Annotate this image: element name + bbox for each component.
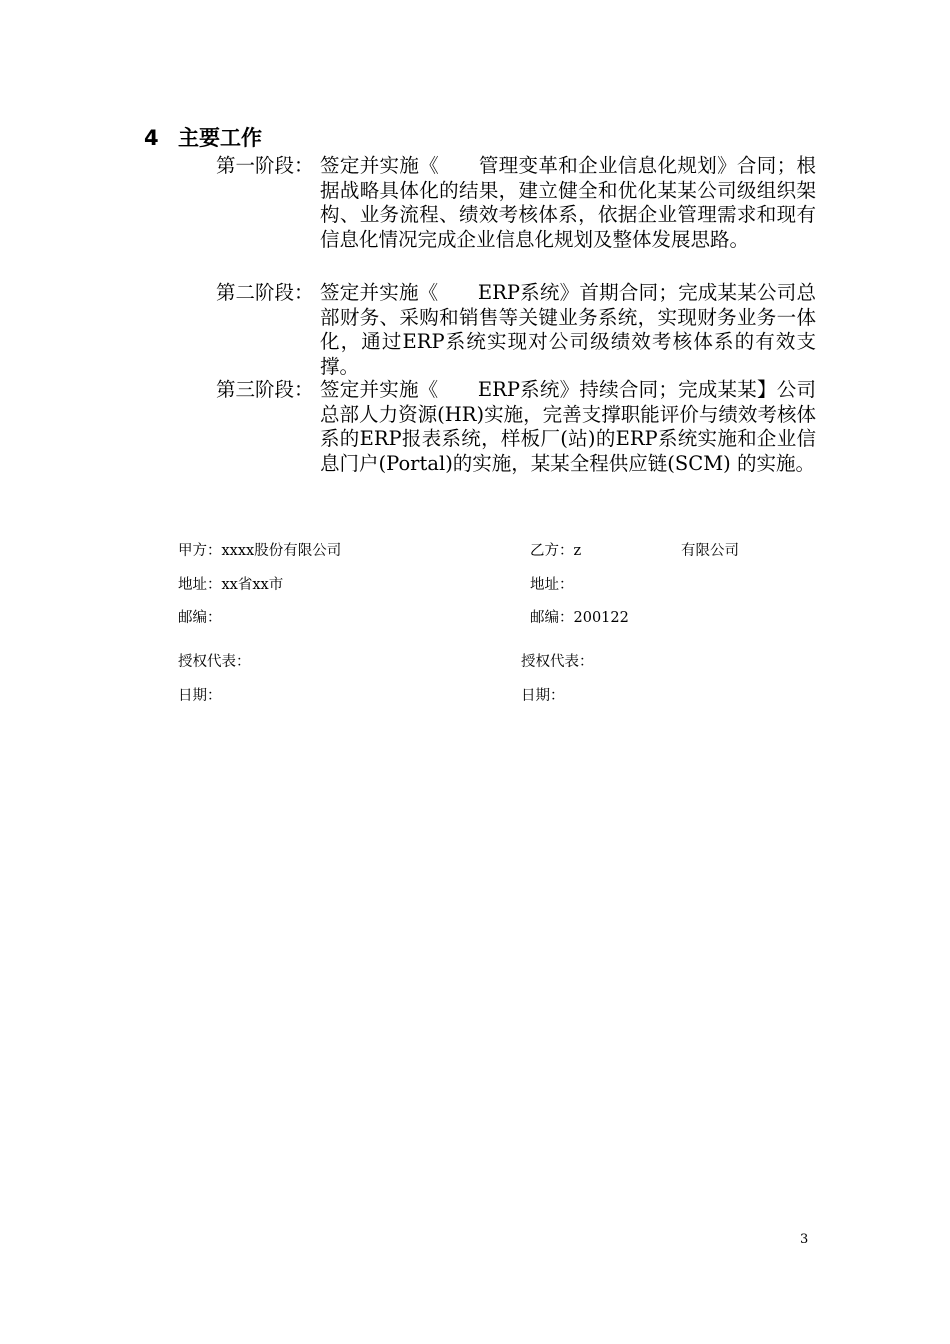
section-title: 主要工作: [178, 126, 262, 150]
party-a-address: 地址：xx省xx市: [178, 577, 284, 593]
page-number: 3: [800, 1232, 809, 1247]
phase-text: 签定并实施《 ERP系统》持续合同；完成某某】公司总部人力资源(HR)实施，完善支撑职能评价与绩效考核体系的ERP报表系统，样板厂(站)的ERP系统实施和企业信息门户(Portal)的实施，某某全程供应链(SCM) 的实施。: [320, 378, 816, 475]
party-a-representative: 授权代表：: [178, 654, 251, 670]
phase-label: 第一阶段：: [216, 154, 314, 177]
party-b-name-prefix: 乙方：z: [530, 543, 582, 559]
section-heading: [144, 124, 262, 152]
phase-1: [216, 154, 816, 252]
phase-label: 第三阶段：: [216, 378, 314, 401]
party-a-date: 日期：: [178, 688, 222, 704]
phase-text: 签定并实施《 管理变革和企业信息化规划》合同；根据战略具体化的结果，建立健全和优化某某公司级组织架构、业务流程、绩效考核体系，依据企业管理需求和现有信息化情况完成企业信息化规划及整体发展思路。: [320, 154, 816, 251]
party-a-name: 甲方：xxxx股份有限公司: [178, 543, 342, 559]
phase-2: [216, 281, 816, 379]
party-b-representative: 授权代表：: [521, 654, 594, 670]
party-b-date: 日期：: [521, 688, 565, 704]
phase-text: 签定并实施《 ERP系统》首期合同；完成某某公司总部财务、采购和销售等关键业务系统，实现财务业务一体化，通过ERP系统实现对公司级绩效考核体系的有效支撑。: [320, 281, 816, 378]
section-number: 4: [144, 126, 159, 150]
party-b-postcode: 邮编：200122: [530, 610, 629, 626]
party-b-address: 地址：: [530, 577, 574, 593]
phase-3: [216, 378, 816, 476]
phase-label: 第二阶段：: [216, 281, 314, 304]
party-a-postcode: 邮编：: [178, 610, 222, 626]
party-b-name-suffix: 有限公司: [681, 543, 739, 559]
